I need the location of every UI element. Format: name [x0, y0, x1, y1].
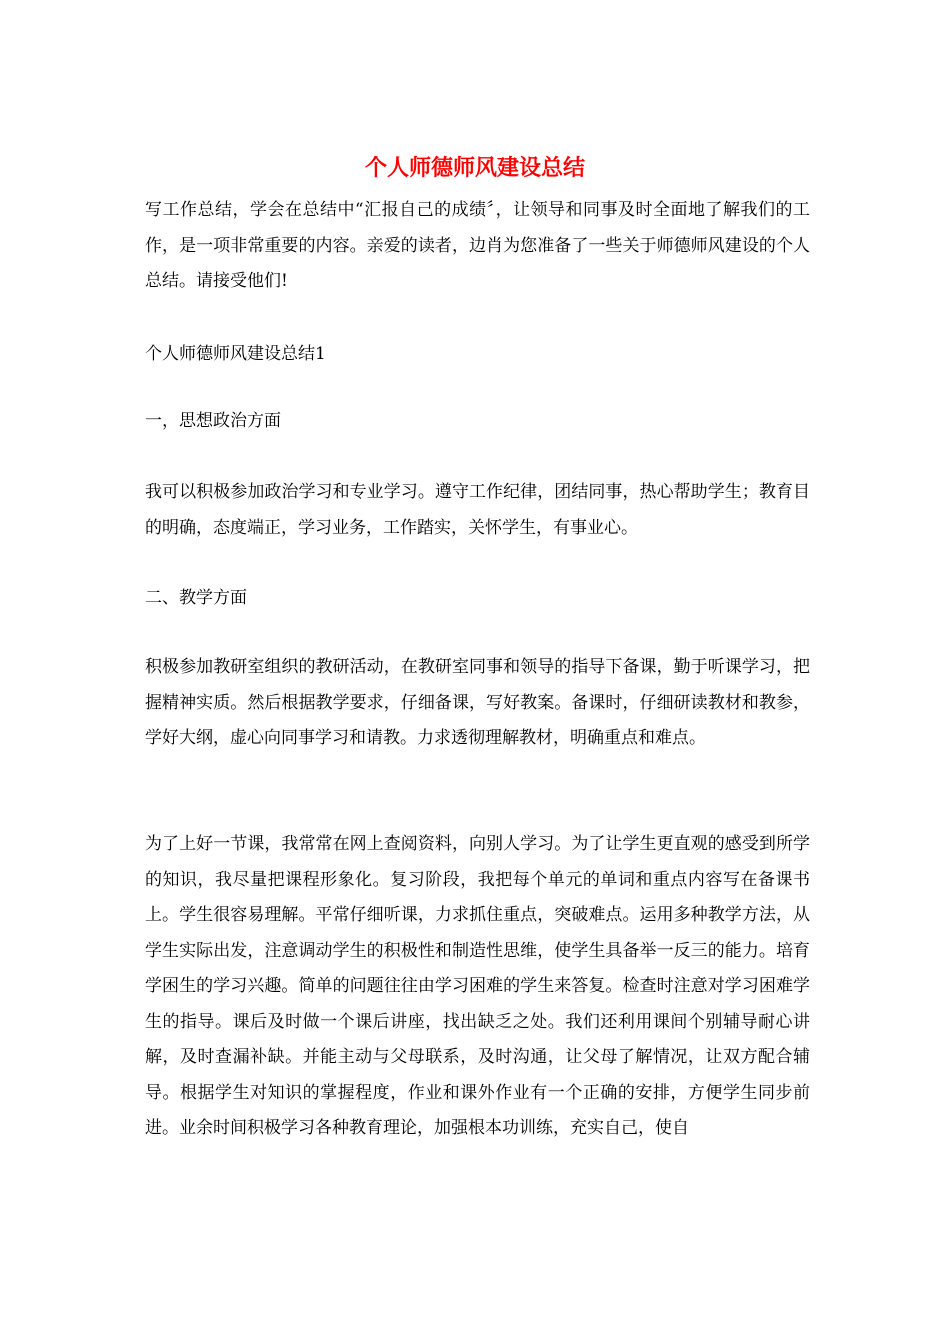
paragraph-politics: 我可以积极参加政治学习和专业学习。遵守工作纪律，团结同事，热心帮助学生；教育目的明确，态度端正，学习业务，工作踏实，关怀学生，有事业心。 — [145, 482, 810, 538]
paragraph-teaching-1: 积极参加教研室组织的教研活动，在教研室同事和领导的指导下备课，勤于听课学习，把握精神实质。然后根据教学要求，仔细备课，写好教案。备课时，仔细研读教材和教参，学好大纲，虚心向同事学习和请教。力求透彻理解教材，明确重点和难点。 — [145, 657, 810, 748]
heading-teaching: 二、教学方面 — [145, 588, 247, 608]
document-title: 个人师德师风建设总结 — [364, 155, 585, 181]
section-title: 个人师德师风建设总结1 — [145, 344, 326, 364]
intro-paragraph: 写工作总结，学会在总结中“汇报自己的成绩〞，让领导和同事及时全面地了解我们的工作，是一项非常重要的内容。亲爱的读者，边肖为您准备了一些关于师德师风建设的个人总结。请接受他们! — [145, 200, 810, 291]
heading-politics: 一，思想政治方面 — [145, 411, 281, 431]
paragraph-teaching-2: 为了上好一节课，我常常在网上查阅资料，向别人学习。为了让学生更直观的感受到所学的知识，我尽量把课程形象化。复习阶段，我把每个单元的单词和重点内容写在备课书上。学生很容易理解。平常仔细听课，力求抓住重点，突破难点。运用多种教学方法，从学生实际出发，注意调动学生的积极性和制造性思维，使学生具备举一反三的能力。培育学困生的学习兴趣。简单的问题往往由学习困难的学生来答复。检查时注意对学习困难学生的指导。课后及时做一个课后讲座，找出缺乏之处。我们还利用课间个别辅导耐心讲解，及时查漏补缺。并能主动与父母联系，及时沟通，让父母了解情况，让双方配合辅导。根据学生对知识的掌握程度，作业和课外作业有一个正确的安排，方便学生同步前进。业余时间积极学习各种教育理论，加强根本功训练，充实自己，使自 — [145, 834, 810, 1138]
